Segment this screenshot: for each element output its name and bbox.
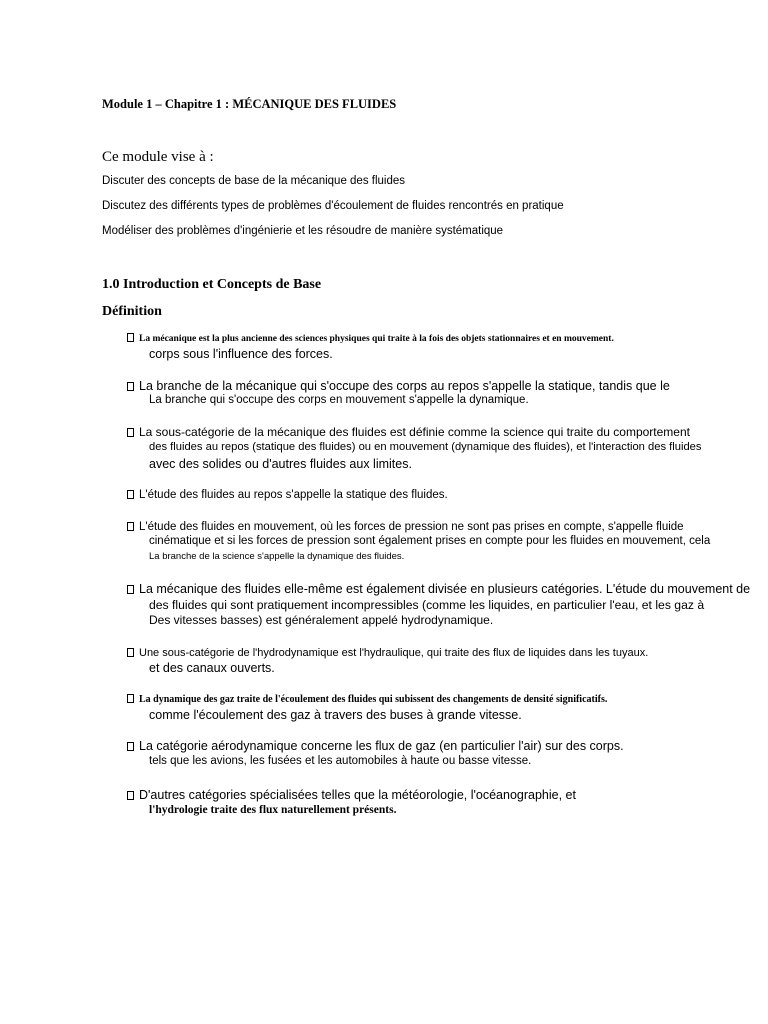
section-heading: 1.0 Introduction et Concepts de Base — [102, 277, 322, 292]
bullet-box-icon — [127, 742, 134, 751]
bullet-item: La branche de la mécanique qui s'occupe des corps au repos s'appelle la statique, tandis que le — [127, 379, 670, 393]
bullet-box-icon — [127, 522, 134, 531]
module-title: Module 1 – Chapitre 1 : MÉCANIQUE DES FLUIDES — [102, 97, 397, 111]
bullet-box-icon — [127, 382, 134, 391]
bullet-line: cinématique et si les forces de pression sont également prises en compte pour les fluides en mouvement, cela — [149, 535, 711, 547]
bullet-item: D'autres catégories spécialisées telles que la météorologie, l'océanographie, et — [127, 788, 576, 802]
bullet-box-icon — [127, 428, 134, 437]
bullet-line: l'hydrologie traite des flux naturellement présents. — [149, 804, 397, 816]
bullet-line: et des canaux ouverts. — [149, 661, 275, 675]
bullet-line: tels que les avions, les fusées et les automobiles à haute ou basse vitesse. — [149, 755, 532, 767]
bullet-item: La mécanique est la plus ancienne des sciences physiques qui traite à la fois des objets stationnaires et en mouvement. — [127, 333, 614, 344]
bullet-line: des fluides qui sont pratiquement incompressibles (comme les liquides, en particulier l'eau, et les gaz à — [149, 598, 705, 612]
bullet-box-icon — [127, 585, 134, 594]
bullet-box-icon — [127, 333, 134, 342]
bullet-item: La catégorie aérodynamique concerne les flux de gaz (en particulier l'air) sur des corps. — [127, 739, 624, 753]
bullet-box-icon — [127, 490, 134, 499]
bullet-item: L'étude des fluides en mouvement, où les forces de pression ne sont pas prises en compte, s'appelle fluide — [127, 521, 684, 533]
bullet-item: La mécanique des fluides elle-même est également divisée en plusieurs catégories. L'étude du mouvement de — [127, 582, 750, 596]
bullet-box-icon — [127, 694, 134, 703]
bullet-item: La dynamique des gaz traite de l'écoulement des fluides qui subissent des changements de densité significatifs. — [127, 694, 607, 705]
bullet-item: La sous-catégorie de la mécanique des fluides est définie comme la science qui traite du comportement — [127, 425, 690, 439]
bullet-line: comme l'écoulement des gaz à travers des buses à grande vitesse. — [149, 708, 522, 722]
bullet-line: des fluides au repos (statique des fluides) ou en mouvement (dynamique des fluides), et l'interaction des fluides — [149, 441, 702, 453]
objective-item: Discutez des différents types de problèmes d'écoulement de fluides rencontrés en pratique — [102, 200, 564, 212]
bullet-line: La branche de la science s'appelle la dynamique des fluides. — [149, 551, 405, 562]
intro-heading: Ce module vise à : — [102, 149, 214, 165]
bullet-box-icon — [127, 791, 134, 800]
bullet-line: corps sous l'influence des forces. — [149, 347, 333, 361]
bullet-box-icon — [127, 648, 134, 657]
bullet-line: avec des solides ou d'autres fluides aux limites. — [149, 457, 412, 471]
bullet-line: La branche qui s'occupe des corps en mouvement s'appelle la dynamique. — [149, 394, 529, 406]
bullet-item: L'étude des fluides au repos s'appelle la statique des fluides. — [127, 489, 448, 501]
bullet-item: Une sous-catégorie de l'hydrodynamique est l'hydraulique, qui traite des flux de liquides dans les tuyaux. — [127, 647, 648, 659]
objective-item: Discuter des concepts de base de la mécanique des fluides — [102, 175, 406, 187]
objective-item: Modéliser des problèmes d'ingénierie et les résoudre de manière systématique — [102, 225, 504, 237]
definition-heading: Définition — [102, 304, 162, 319]
bullet-line: Des vitesses basses) est généralement appelé hydrodynamique. — [149, 613, 494, 627]
